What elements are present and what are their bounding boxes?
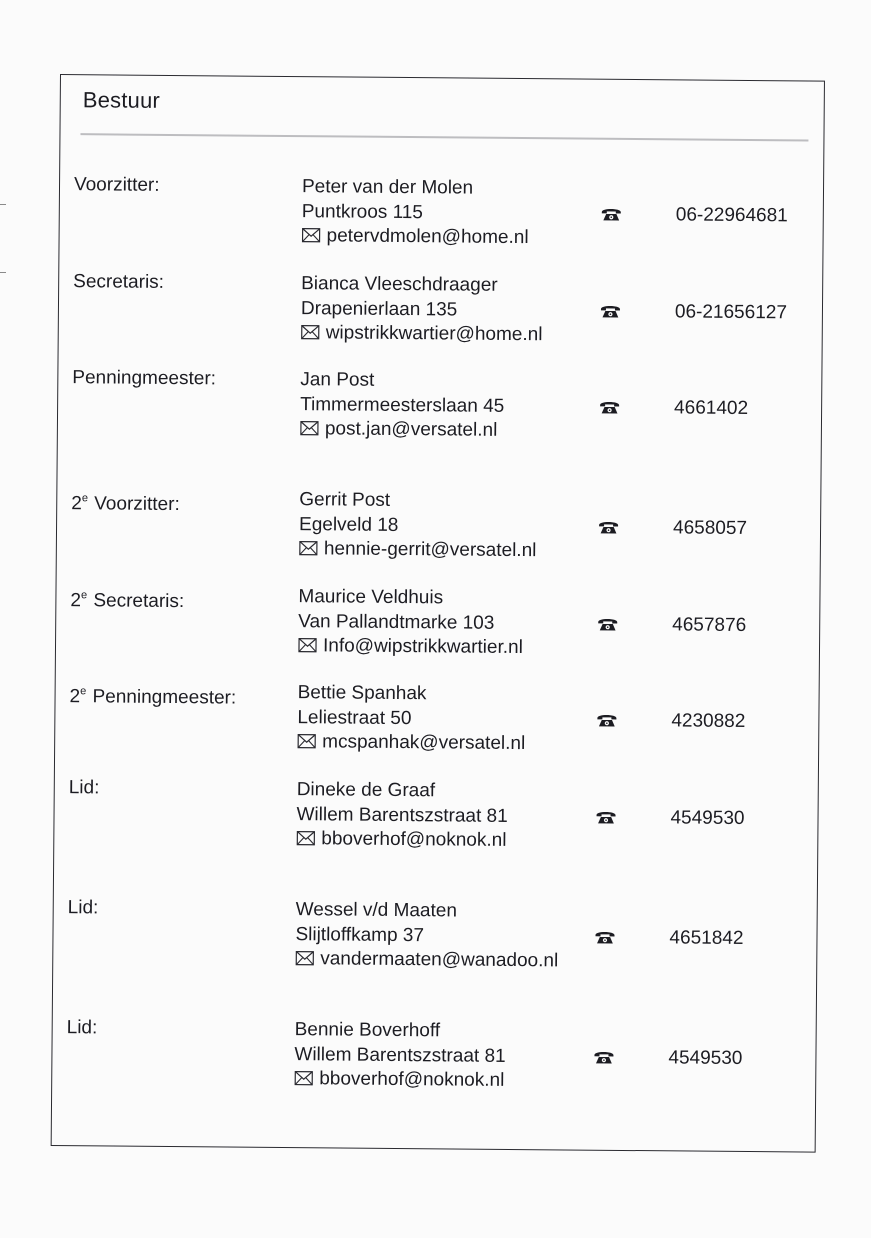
role-label: Penningmeester: (72, 367, 217, 390)
member-email: bboverhof@noknok.nl (321, 828, 507, 851)
member-role (73, 270, 164, 295)
member-entry (58, 366, 822, 453)
member-email: post.jan@versatel.nl (324, 418, 498, 441)
member-address: Leliestraat 50 (297, 706, 412, 729)
member-details (301, 175, 529, 250)
member-email-line (300, 417, 504, 443)
member-email-line (295, 947, 558, 974)
role-label: Lid: (68, 777, 100, 799)
member-role (72, 366, 216, 392)
member-email: mcspanhak@versatel.nl (322, 731, 526, 755)
envelope-icon (302, 227, 321, 243)
telephone-icon (593, 1050, 614, 1065)
role-ordinal: 2e (71, 492, 89, 515)
member-entry (52, 1016, 816, 1103)
member-details (301, 272, 543, 348)
member-address: Puntkroos 115 (301, 200, 424, 223)
member-phone: 4549530 (670, 807, 745, 830)
member-role (71, 486, 180, 517)
member-role (70, 583, 184, 614)
member-name: Bettie Spanhak (297, 682, 427, 705)
member-entry (57, 486, 821, 573)
telephone-icon (596, 713, 617, 728)
role-label: Penningmeester: (92, 686, 237, 709)
member-email-line (296, 827, 507, 853)
member-email: vandermaaten@wanadoo.nl (320, 948, 559, 972)
member-name: Gerrit Post (299, 489, 391, 511)
member-address: Timmermeesterslaan 45 (300, 393, 505, 417)
envelope-icon (298, 637, 317, 653)
scan-edge-mark (0, 204, 6, 205)
envelope-icon (294, 1070, 313, 1086)
member-entry (53, 896, 817, 983)
member-entry (56, 583, 820, 670)
member-phone: 4661402 (674, 397, 749, 420)
member-address: Willem Barentszstraat 81 (294, 1043, 506, 1067)
member-address: Van Pallandtmarke 103 (298, 610, 495, 634)
telephone-icon (600, 304, 621, 319)
member-entry (54, 776, 818, 863)
member-phone: 4230882 (671, 710, 746, 733)
telephone-icon (598, 520, 619, 535)
member-details (300, 368, 505, 443)
member-name: Maurice Veldhuis (298, 586, 444, 609)
member-phone: 4658057 (672, 517, 748, 540)
member-entry (59, 173, 823, 260)
member-details (298, 585, 523, 660)
member-email-line (298, 634, 523, 660)
member-email: wipstrikkwartier@home.nl (325, 322, 543, 346)
member-phone: 4651842 (669, 927, 744, 949)
member-role (69, 679, 236, 711)
member-role (67, 1016, 98, 1041)
member-address: Egelveld 18 (298, 513, 399, 536)
member-phone: 4549530 (668, 1047, 743, 1069)
member-details (295, 898, 559, 974)
envelope-icon (300, 420, 319, 436)
member-email-line (301, 321, 543, 348)
scan-edge-mark (0, 272, 6, 273)
member-email: bboverhof@noknok.nl (319, 1068, 505, 1091)
member-phone: 06-21656127 (674, 301, 788, 324)
member-details (296, 778, 508, 853)
role-label: Voorzitter: (94, 493, 180, 516)
member-email: Info@wipstrikkwartier.nl (322, 635, 523, 659)
member-address: Drapenierlaan 135 (300, 297, 458, 320)
member-details (299, 488, 537, 564)
envelope-icon (299, 540, 318, 556)
member-name: Bennie Boverhoff (294, 1019, 441, 1042)
member-name: Jan Post (300, 369, 375, 391)
member-phone: 4657876 (672, 614, 747, 637)
role-label: Voorzitter: (73, 174, 160, 196)
member-role (74, 173, 160, 198)
member-name: Peter van der Molen (301, 176, 474, 199)
title-divider (80, 133, 808, 141)
board-frame (51, 74, 825, 1153)
envelope-icon (295, 950, 314, 966)
role-ordinal: 2e (70, 589, 88, 612)
role-ordinal: 2e (69, 685, 87, 708)
member-name: Wessel v/d Maaten (295, 899, 458, 922)
member-details (297, 681, 526, 756)
member-address: Willem Barentszstraat 81 (296, 803, 508, 827)
member-role (69, 776, 100, 801)
telephone-icon (594, 930, 615, 945)
role-label: Lid: (67, 897, 99, 919)
member-email-line (301, 224, 528, 250)
member-address: Slijtloffkamp 37 (295, 923, 425, 946)
member-details (294, 1018, 506, 1093)
telephone-icon (601, 207, 622, 222)
role-label: Lid: (66, 1017, 98, 1039)
member-entry (59, 270, 823, 357)
member-email: hennie-gerrit@versatel.nl (323, 538, 537, 562)
member-name: Bianca Vleeschdraager (301, 273, 498, 296)
envelope-icon (297, 733, 316, 749)
envelope-icon (296, 830, 315, 846)
member-email-line (294, 1067, 505, 1093)
role-label: Secretaris: (73, 271, 165, 293)
member-email: petervdmolen@home.nl (326, 225, 529, 249)
telephone-icon (599, 400, 620, 415)
member-name: Dineke de Graaf (296, 779, 436, 802)
member-email-line (299, 537, 537, 564)
page-title: Bestuur (82, 87, 161, 113)
member-entry (55, 679, 819, 766)
role-label: Secretaris: (93, 590, 185, 613)
member-email-line (297, 730, 525, 756)
telephone-icon (597, 617, 618, 632)
member-phone: 06-22964681 (675, 204, 788, 227)
envelope-icon (301, 324, 320, 340)
telephone-icon (595, 810, 616, 825)
member-role (68, 896, 99, 921)
